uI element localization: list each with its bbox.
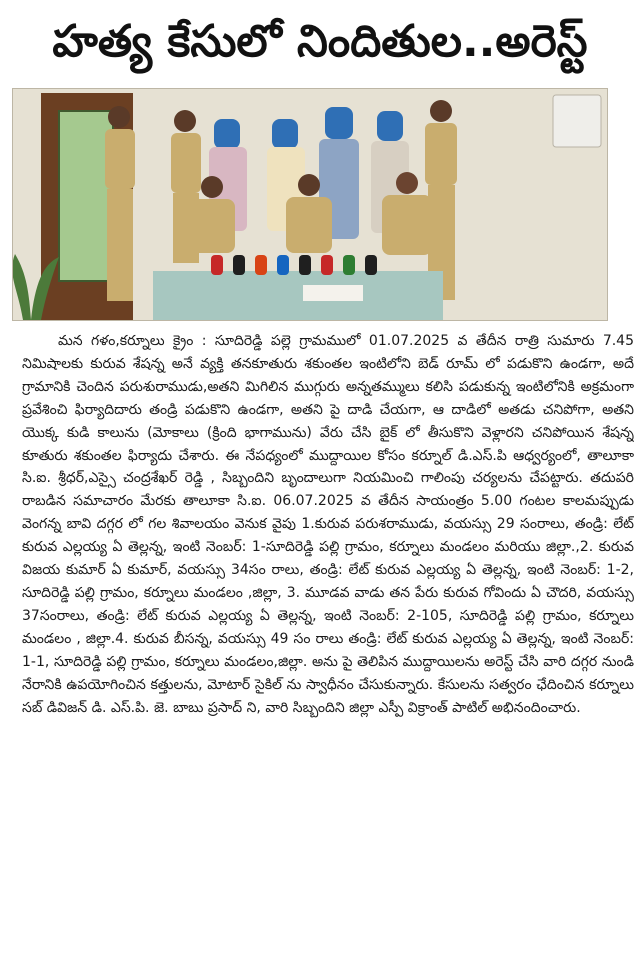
standing-officer-left xyxy=(105,106,135,301)
headline: హత్య కేసులో నిందితుల..అరెస్ట్ xyxy=(52,16,588,67)
microphone xyxy=(233,255,245,275)
press-meet-photo xyxy=(13,89,607,320)
news-photo xyxy=(12,88,608,321)
microphone xyxy=(299,255,311,275)
microphone xyxy=(211,255,223,275)
photo-door-window xyxy=(59,111,113,281)
microphone xyxy=(321,255,333,275)
microphone xyxy=(365,255,377,275)
microphone xyxy=(277,255,289,275)
photo-switchboard xyxy=(553,95,601,147)
microphone xyxy=(255,255,267,275)
photo-table xyxy=(153,271,443,320)
photo-papers xyxy=(303,285,363,301)
article-body: మన గళం,కర్నూలు క్రైం : సూదిరెడ్డి పల్లె గ్రామములో 01.07.2025 వ తేదీన రాత్రి సుమారు 7.45 నిమిషాలకు కురువ శేషన్న అనే వ్యక్తి తనకూతురు శకుంతల ఇంటిలోని బెడ్ రూమ్ లో పడుకొని ఉండగా, అదే గ్రామానికి చెందిన పరుశురాముడు,అతని మిగిలిన ముగ్గురు అన్నతమ్ములు కలిసి పడుకున్న ఇంటిలోనికి అక్రమంగా ప్రవేశించి ఫిర్యాదిదారు తండ్రి పడుకొని ఉండగా, అతని పై దాడి చేయగా, ఆ దాడిలో అతడు చనిపోగా, అతని యొక్క కుడి కాలును (మోకాలు (క్రింది భాగామును) వేరు చేసి బైక్ లో తీసుకొని వెళ్లారని చనిపోయిన శేషన్న కూతురు శకుంతల ఫిర్యాదు చేశారు. ఈ నేపధ్యంలో ముద్దాయిల కోసం కర్నూల్ డి.ఎస్.పి ఆధ్వర్యంలో, తాలూకా సి.ఐ. శ్రీధర్,ఎస్సై చంద్రశేఖర్ రెడ్డి , సిబ్బందిని బృందాలుగా నియమించి గాలింపు చర్యలను చేపట్టారు. తదుపరి రాబడిన సమాచారం మేరకు తాలూకా సి.ఐ. 06.07.2025 వ తేదీన సాయంత్రం 5.00 గంటల కాలమప్పుడు వెంగన్న బావి దగ్గర లో గల శివాలయం వెనుక వైపు 1.కురువ పరుశరాముడు, వయస్సు 29 సంరాలు, తండ్రి: లేట్ కురువ ఎల్లయ్య ఏ తెల్లన్న, ఇంటి నెంబర్: 1-సూదిరెడ్డి పల్లి గ్రామం, కర్నూలు మండలం మరియు జిల్లా.,2. కురువ విజయ కుమార్ ఏ కుమార్, వయస్సు 34సం రాలు, తండ్రి: లేట్ కురువ ఎల్లయ్య ఏ తెల్లన్న, ఇంటి నెంబర్: 1-2, సూదిరెడ్డి పల్లి గ్రామం, కర్నూలు మండలం ,జిల్లా, 3. మూడవ వాడు తన పేరు కురువ గోవిందు ఏ చౌదరి, వయస్సు 37సంరాలు, తండ్రి: లేట్ కురువ ఎల్లయ్య ఏ తెల్లన్న, ఇంటి నెంబర్: 2-105, సూదిరెడ్డి పల్లి గ్రామం, కర్నూలు మండలం , జిల్లా.4. కురువ బీసన్న, వయస్సు 49 సం రాలు తండ్రి: లేట్ కురువ ఎల్లయ్య ఏ తెల్లన్న, ఇంటి నెంబర్: 1-1, సూదిరెడ్డి పల్లి గ్రామం, కర్నూలు మండలం,జిల్లా. అను పై తెలిపిన ముద్దాయిలను అరెస్ట్ చేసి వారి దగ్గర నుండి నేరానికి ఉపయోగించిన కత్తులను, మోటార్ సైకిల్ ను స్వాధీనం చేసుకున్నారు. కేసులను సత్వరం ఛేదించిన కర్నూలు సబ్ డివిజన్ డి. ఎస్.పి. జె. బాబు ప్రసాద్ ని, వారి సిబ్బందిని జిల్లా ఎస్పీ విక్రాంత్ పాటిల్ అభినందించారు. xyxy=(22,333,634,716)
microphone xyxy=(343,255,355,275)
